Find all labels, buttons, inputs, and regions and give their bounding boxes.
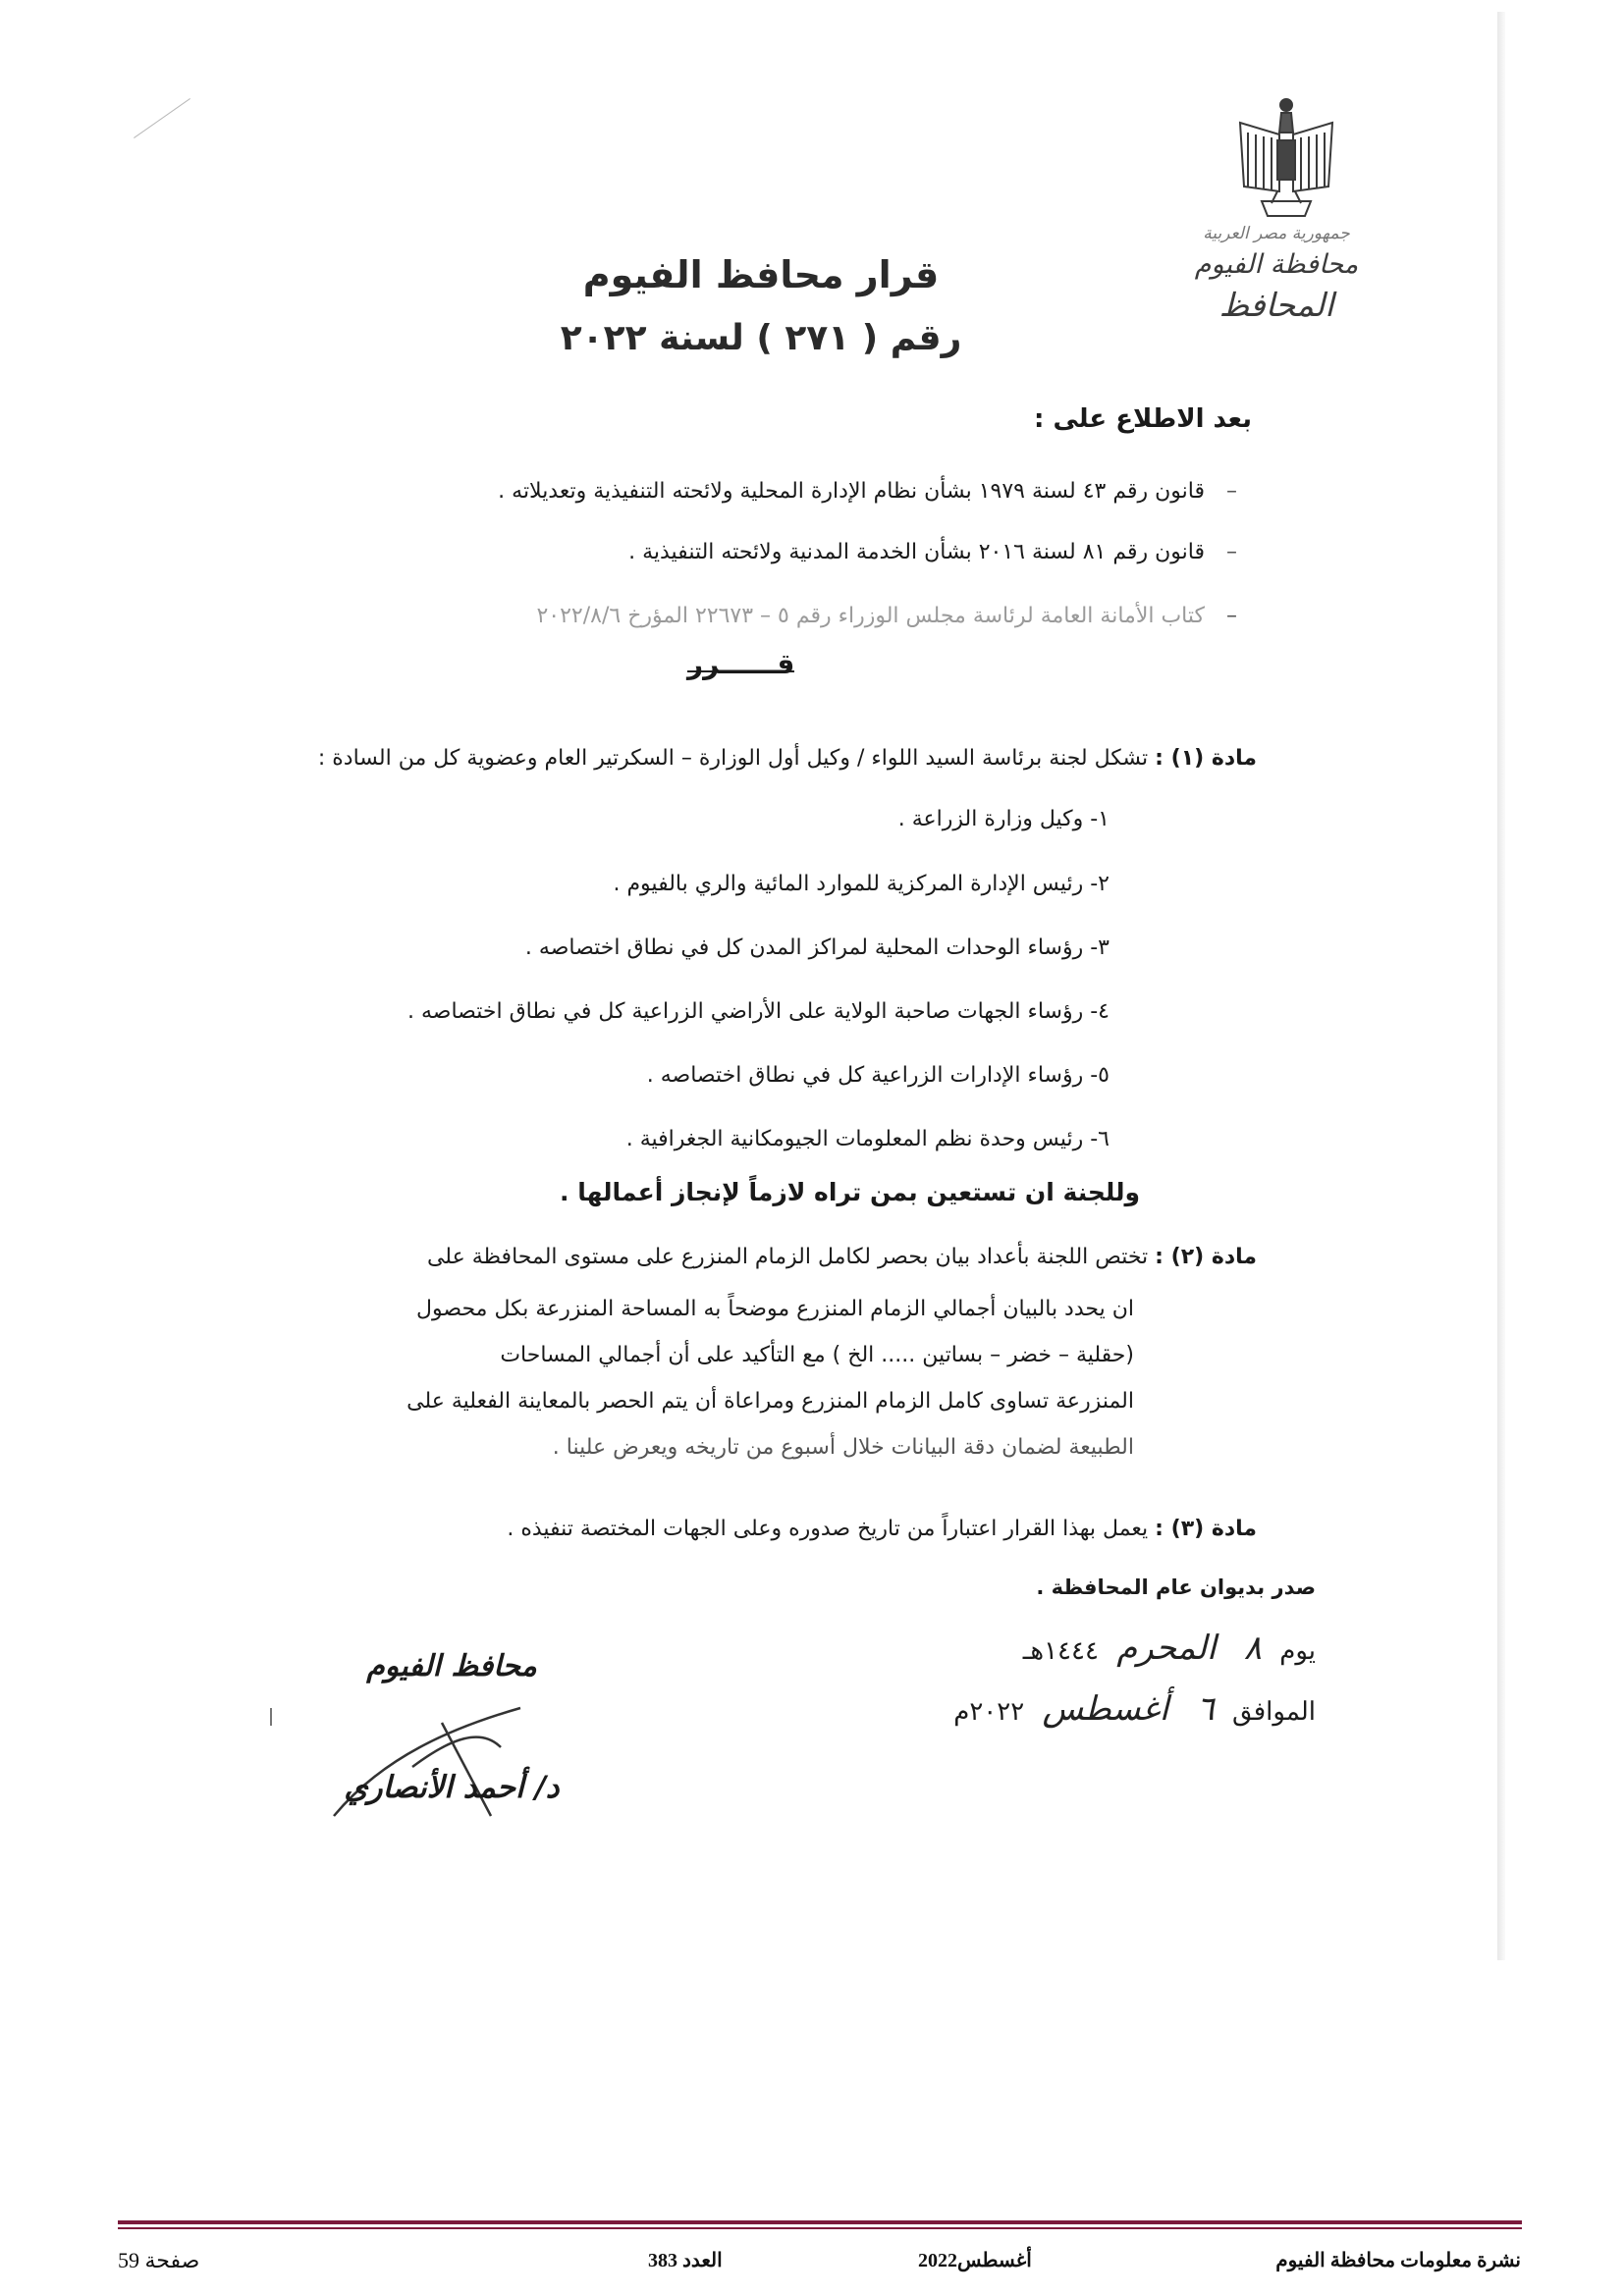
article-2-line-4: المنزرعة تساوى كامل الزمام المنزرع ومراعاة أن يتم الحصر بالمعاينة الفعلية على	[406, 1389, 1134, 1414]
egypt-eagle-emblem-icon	[1232, 93, 1340, 226]
committee-note: وللجنة ان تستعين بمن تراه لازماً لإنجاز أعمالها .	[560, 1178, 1141, 1206]
stray-pen-mark	[134, 98, 190, 138]
day-label: يوم	[1279, 1636, 1316, 1666]
preamble-item-2: – قانون رقم ٨١ لسنة ٢٠١٦ بشأن الخدمة المدنية ولائحته التنفيذية .	[628, 540, 1237, 564]
article-3	[507, 1517, 1257, 1541]
signatory-name: د/ أحمد الأنصاري	[344, 1770, 560, 1805]
scan-edge-shadow	[1497, 12, 1505, 1960]
committee-member-6: ٦- رئيس وحدة نظم المعلومات الجيومكانية الجغرافية .	[625, 1127, 1110, 1151]
margin-tick	[270, 1708, 272, 1726]
footer-rule	[118, 2220, 1522, 2224]
footer-page-number: صفحة 59	[118, 2248, 200, 2272]
article-2-label: مادة (٢) :	[1155, 1245, 1257, 1269]
footer-publication: نشرة معلومات محافظة الفيوم	[1275, 2250, 1521, 2271]
article-2-line-5: الطبيعة لضمان دقة البيانات خلال أسبوع من تاريخه ويعرض علينا .	[552, 1435, 1134, 1460]
committee-member-3: ٣- رؤساء الوحدات المحلية لمراكز المدن كل في نطاق اختصاصه .	[524, 935, 1110, 960]
committee-member-2: ٢- رئيس الإدارة المركزية للموارد المائية والري بالفيوم .	[613, 872, 1110, 896]
signatory-title: محافظ الفيوم	[366, 1649, 537, 1683]
day-number: ٨	[1243, 1629, 1262, 1668]
committee-member-4: ٤- رؤساء الجهات صاحبة الولاية على الأراضي الزراعية كل في نطاق اختصاصه .	[407, 999, 1110, 1024]
article-2-first-line	[427, 1245, 1257, 1269]
gregorian-date-row	[903, 1689, 1316, 1729]
article-2-line-3: (حقلية – خضر – بساتين ..... الخ ) مع التأكيد على أن أجمالي المساحات	[500, 1343, 1134, 1367]
hijri-year: ١٤٤٤هـ	[1022, 1636, 1099, 1666]
decree-number: رقم ( ٢٧١ ) لسنة ٢٠٢٢	[560, 318, 962, 358]
hijri-date-row	[903, 1629, 1316, 1668]
footer-month: أغسطس2022	[918, 2250, 1032, 2271]
gregorian-month: أغسطس	[1042, 1689, 1169, 1729]
letterhead-country: جمهورية مصر العربية	[1203, 224, 1350, 243]
letterhead	[1164, 224, 1389, 324]
preamble-heading: بعد الاطلاع على :	[1034, 404, 1252, 434]
article-3-label: مادة (٣) :	[1155, 1517, 1257, 1541]
issue-date-block	[903, 1575, 1316, 1729]
article-2-body	[250, 1286, 1134, 1470]
issued-place: صدر بديوان عام المحافظة .	[1036, 1575, 1316, 1599]
preamble-item-3: – كتاب الأمانة العامة لرئاسة مجلس الوزراء رقم ٥ – ٢٢٦٧٣ المؤرخ ٢٠٢٢/٨/٦	[536, 604, 1237, 628]
article-2-line-1: تختص اللجنة بأعداد بيان بحصر لكامل الزمام المنزرع على مستوى المحافظة على	[426, 1245, 1149, 1269]
article-1-label: مادة (١) :	[1155, 746, 1257, 771]
article-3-text: يعمل بهذا القرار اعتباراً من تاريخ صدوره وعلى الجهات المختصة تنفيذه .	[507, 1517, 1149, 1541]
hijri-month: المحرم	[1116, 1629, 1217, 1668]
article-1-text: تشكل لجنة برئاسة السيد اللواء / وكيل أول الوزارة – السكرتير العام وعضوية كل من السادة :	[317, 746, 1149, 771]
letterhead-office: المحافظ	[1218, 286, 1334, 324]
article-1	[318, 746, 1257, 771]
letterhead-governorate: محافظة الفيوم	[1194, 249, 1359, 280]
committee-member-5: ٥- رؤساء الإدارات الزراعية كل في نطاق اختصاصه .	[646, 1063, 1110, 1088]
corresponding-label: الموافق	[1232, 1697, 1316, 1727]
committee-member-1: ١- وكيل وزارة الزراعة .	[897, 807, 1110, 831]
footer-issue: العدد 383	[648, 2250, 723, 2271]
gregorian-year: ٢٠٢٢م	[953, 1697, 1025, 1727]
decree-title	[530, 253, 992, 358]
footer-rule-thin	[118, 2227, 1522, 2229]
decree-title-main: قرار محافظ الفيوم	[582, 253, 940, 296]
article-2-line-2: ان يحدد بالبيان أجمالي الزمام المنزرع موضحاً به المساحة المنزرعة بكل محصول	[416, 1297, 1134, 1321]
decision-heading: قــــــرر	[687, 648, 795, 680]
gregorian-day: ٦	[1196, 1689, 1215, 1729]
preamble-item-1: – قانون رقم ٤٣ لسنة ١٩٧٩ بشأن نظام الإدارة المحلية ولائحته التنفيذية وتعديلاته .	[498, 479, 1237, 504]
signature-block	[275, 1649, 628, 1805]
